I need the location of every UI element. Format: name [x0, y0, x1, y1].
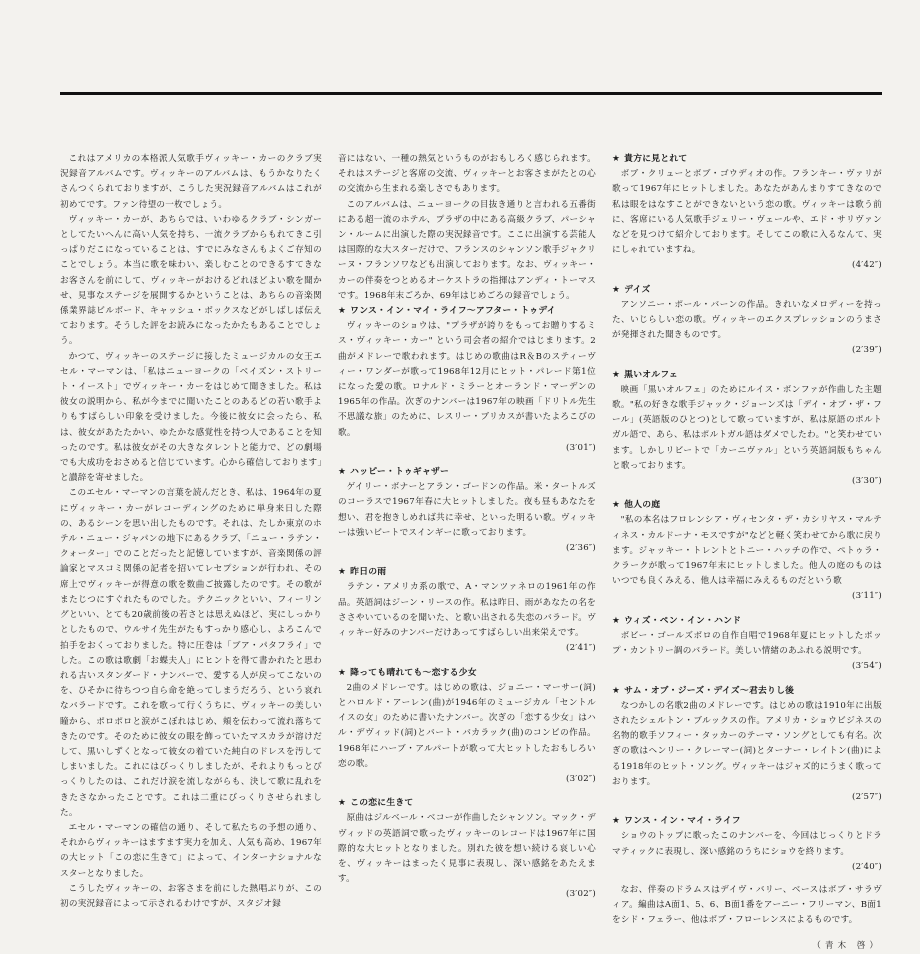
song-title	[612, 814, 882, 829]
paragraph: ヴィッキー・カーが、あちらでは、いわゆるクラブ・シンガーとしてたいへんに高い人気を持ち、一流クラブからもれてきこ引っぱりだこになっていることは、すでにみなさんもよくご存知のことでしょう。本当に歌を味わい、楽しむことのできるすてきなお客さんを前にして、ヴィッキーがおけるどれほどよい歌を聞かせ、見事なステージを展開するかということは、あちらの音楽関係業界誌ビルボード、キャッシュ・ボックスなどがしばしば伝えております。そうした評をお読みになったかたもあることでしょう。	[60, 214, 322, 347]
song-title	[338, 796, 596, 811]
star-icon: ★	[612, 816, 621, 827]
column-3	[612, 152, 882, 951]
song-title-text: ワンス・イン・マイ・ライフ	[624, 816, 741, 827]
star-icon: ★	[612, 615, 621, 626]
song-title-text: ウィズ・ペン・イン・ハンド	[624, 615, 742, 626]
song-duration: (3′11″)	[851, 591, 882, 602]
song-description: 2曲のメドレーです。はじめの歌は、ジョニー・マーサー(詞)とハロルド・アーレン(曲)が1946年のミュージカル「セントルイスの女」のために書いたナンバー。次ぎの「恋する少女」はハル・デヴィッド(詞)とバート・バカラック(曲)のコンビの作品。1968年にハーブ・アルパートが歌って大ヒットしたおもしろい恋の歌。	[338, 682, 596, 769]
song-title-text: 降っても晴れても〜恋する少女	[350, 667, 477, 678]
song-duration: (3′01″)	[565, 442, 596, 453]
song-title	[612, 684, 882, 699]
song-title-text: ワンス・イン・マイ・ライフ〜アフター・トゥデイ	[350, 306, 556, 317]
song-duration: (3′02″)	[565, 889, 596, 900]
paragraph: このエセル・マーマンの言葉を読んだとき、私は、1964年の夏にヴィッキー・カーがレコーディングのために単身来日した際の、あるシーンを思い出したものです。それは、たしか東京のホテル・ニュー・ジャパンの地下にあるクラブ、「ニュー・ラテン・クォーター」でのことだったと記憶していますが、音楽関係の評論家とマスコミ関係の記者を招いてレセプションが行われ、その席上でヴィッキーが得意の歌を数曲ご披露したのです。その歌がまたじつにすぐれたものでした。テクニックといい、フィーリングといい、とても20歳前後の若さとは思えぬほど、実にしっかりとしたもので、ウルサイ先生がたもすっかり感心し、よろこんで拍手をおくっておりました。特に圧巻は「ブア・パタフライ」でした。この歌は歌劇「お蝶夫人」にヒントを得て書かれたと思われる古いスタンダード・ナンバーで、愛する人が戻ってこないのを、ひそかに待ちつつ自ら命を絶ってしまうだろう、という哀れなバラードです。これを歌って行くうちに、ヴィッキーの美しい瞳から、ポロポロと涙がこぼれはじめ、頬を伝わって流れ落ちてきたのです。そのために彼女の眼を飾っていたマスカラが溶けだして、黒いしずくとなって彼女の着ていた純白のドレスを汚してしまいました。これにはびっくりしましたが、それよりもっとびっくりしたのは、これだけ涙を流しながらも、決して歌に乱れをきたさなかったことです。これは二重にびっくりさせられました。	[60, 488, 322, 818]
song-description: ラテン・アメリカ系の歌で、A・マンツァネロの1961年の作品。英語詞はジーン・リースの作。私は昨日、雨があなたの名をささやいているのを聞いた、と歌い出される失恋のバラード。ヴィッキー好みのナンバーだけあってすばらしい出来栄えです。	[338, 582, 596, 639]
paragraph: かつて、ヴィッキーのステージに接したミュージカルの女王エセル・マーマンは、「私はニューヨークの「ベイズン・ストリート・イースト」でヴィッキー・カーをはじめて聞きました。私は彼女の説明から、私が今までに聞いたことのあるどの若い歌手よりもすばらしい印象を受けました。今後に彼女に会ったら、私は、彼女があたたかい、ゆたかな感覚性を持つ人であることを知ったのです。私は彼女がその大きなタレントと能力で、どの劇場でも大成功をおさめると信じています。心から確信しております」と讃辞を寄せました。	[60, 351, 322, 484]
song-title-text: デイズ	[624, 284, 651, 295]
song-title	[338, 565, 596, 580]
song-title-text: 黒いオルフェ	[624, 369, 678, 380]
song-title	[338, 666, 596, 681]
paragraph: 音にはない、一種の熱気というものがおもしろく感じられます。それはステージと客席の交流、ヴィッキーとお客さまがたとの心の交流から生まれる楽しさでもあります。	[338, 154, 596, 195]
song-list	[338, 304, 596, 903]
song-duration: (3′54″)	[851, 661, 882, 672]
song-duration: (4′42″)	[851, 260, 882, 271]
song-description: ボビー・ゴールズボロの自作自唱で1968年夏にヒットしたポップ・カントリー調のバラード。美しい情緒のあふれる説明です。	[612, 630, 882, 657]
song-description: ボブ・クリューとボブ・ゴウディオの作。フランキー・ヴァリが歌って1967年にヒットしました。あなたがあんまりすてきなので私は眼をはなすことができないという恋の歌。ヴィッキーは歌う前に、客席にいる人気歌手ジェリー・ヴェールや、エド・サリヴァンなどを見つけて紹介しております。そしてこの歌に入るなんて、実にしゃれていますね。	[612, 169, 882, 256]
song-description: ショウのトップに歌ったこのナンバーを、今回はじっくりとドラマティックに表現し、深い感銘のうちにショウを終ります。	[612, 831, 882, 857]
star-icon: ★	[612, 154, 621, 164]
signature: （青木 啓）	[812, 940, 882, 951]
star-icon: ★	[338, 667, 347, 678]
star-icon: ★	[338, 798, 347, 809]
top-rule	[60, 92, 882, 95]
star-icon: ★	[612, 369, 621, 380]
column-1	[60, 152, 322, 909]
song-duration: (2′57″)	[851, 791, 882, 802]
paragraph: こうしたヴィッキーの、お客さまを前にした熱唱ぶりが、この初の実況録音によって示されるわけですが、スタジオ録	[60, 883, 322, 909]
song-title	[612, 283, 882, 298]
column-2	[338, 152, 596, 900]
star-icon: ★	[612, 685, 621, 696]
star-icon: ★	[338, 306, 347, 317]
song-title-text: サム・オブ・ジーズ・デイズ〜君去りし後	[624, 685, 795, 696]
song-description: なつかしの名歌2曲のメドレーです。はじめの歌は1910年に出版されたシェルトン・ブルックスの作。アメリカ・ショウビジネスの名物的歌手ソフィー・タッカーのテーマ・ソングとしても有名。次ぎの歌はヘンリー・クレーマー(詞)とターナー・レイトン(曲)による1918年のヒット・ソング。ヴィッキーはジャズ的にうまく歌っております。	[612, 700, 882, 787]
song-description: アンソニー・ポール・バーンの作品。きれいなメロディーを持った、いじらしい恋の歌。ヴィッキーのエクスプレッションのうまさが発揮された聞きものです。	[612, 299, 882, 341]
song-title	[338, 465, 596, 480]
paragraph: これはアメリカの本格派人気歌手ヴィッキー・カーのクラブ実況録音アルバムです。ヴィッキーのアルバムは、もうかなりたくさんつくられておりますが、こうした実況録音アルバムはこれが初めてです。ファン待望の一枚でしょう。	[60, 154, 322, 210]
song-description: 映画「黒いオルフェ」のためにルイス・ボンファが作曲した主題歌。"私の好きな歌手ジャック・ジョーンズは「デイ・オブ・ザ・フール」(英語版のひとつ)として歌っていますが、私は原語のポルトガル語で、あら、私はポルトガル語はダメでしたわ。"と笑わせています。しかしリビートで「カーニヴァル」という英語詞版もちゃんと歌っております。	[612, 384, 882, 471]
song-list	[612, 152, 882, 875]
song-title	[612, 368, 882, 383]
song-title-text: ハッピー・トゥギャザー	[350, 467, 450, 478]
song-description: ゲイリー・ボナーとアラン・ゴードンの作品。米・タートルズのコーラスで1967年春に大ヒットしました。夜も昼もあなたを想い、君を抱きしめれば共に幸せ、といった明るい歌。ヴィッキーは強いビートでスインギーに歌っております。	[338, 482, 596, 538]
song-title	[612, 498, 882, 513]
song-title-text: この恋に生きて	[350, 798, 414, 809]
song-title	[612, 152, 882, 167]
star-icon: ★	[612, 500, 621, 511]
song-title	[612, 614, 882, 629]
song-title-text: 他人の庭	[624, 500, 661, 511]
star-icon: ★	[338, 467, 347, 478]
song-title	[338, 304, 596, 319]
paragraph: エセル・マーマンの確信の通り、そして私たちの予想の通り、それからヴィッキーはますます実力を加え、人気も高め、1967年の大ヒット「この恋に生きて」によって、インターナショナルなスターとなりました。	[60, 822, 322, 879]
song-title-text: 昨日の雨	[350, 567, 387, 578]
song-description: ヴィッキーのショウは、"プラザが誇りをもってお贈りするミス・ヴィッキー・カー" という司会者の紹介ではじまります。2曲がメドレーで歌われます。はじめの歌曲はR＆Bのスティーヴィー・ワンダーが歌って1968年12月にヒット・パレード第1位になった愛の歌。ロナルド・ミラーとオーランド・マーデンの1965年の作品。次ぎのナンバーは1967年の映画「ドリトル先生不思議な旅」のために、レスリー・ブリカスが書いたよろこびの歌。	[338, 321, 596, 438]
note-paragraph: なお、伴奏のドラムスはデイヴ・バリー、ベースはボブ・サラヴィア。編曲はA面1、5、6、B面1番をアーニー・フリーマン、B面1をシド・フェラー、他はボブ・フローレンスによるものです。	[612, 884, 882, 926]
song-duration: (2′36″)	[565, 543, 596, 554]
star-icon: ★	[612, 284, 621, 295]
song-description: "私の本名はフロレンシア・ヴィセンタ・デ・カシリヤス・マルティネス・カルドーナ・モスですが"などと軽く笑わせてから歌に戻ります。ジャッキー・トレントとトニー・ハッチの作で、ペトゥラ・クラークが歌って1967年末にヒットしました。他人の庭のものはいつでも良くみえる、他人は幸福にみえるものだという歌	[612, 515, 882, 587]
song-title-text: 貴方に見とれて	[624, 154, 688, 164]
song-duration: (3′30″)	[851, 476, 882, 487]
song-duration: (2′40″)	[851, 861, 882, 872]
paragraph: このアルバムは、ニューヨークの目抜き通りと言われる五番街にある超一流のホテル、プラザの中にある高級クラブ、パーシャン・ルームに出演した際の実況録音です。ここに出演する芸能人は国際的な大スターだけで、フランスのシャンソン歌手ジャクリーヌ・フランソワなども出演しております。なお、ヴィッキー・カーの伴奏をつとめるオーケストラの指揮はアンディ・トーマスです。1968年末ごろか、69年はじめごろの録音でしょう。	[338, 199, 596, 301]
song-duration: (2′39″)	[851, 345, 882, 356]
song-duration: (2′41″)	[565, 643, 596, 654]
song-duration: (3′02″)	[565, 773, 596, 784]
star-icon: ★	[338, 567, 347, 578]
song-description: 原曲はジルベール・ベコーが作曲したシャンソン。マック・デヴィッドの英語詞で歌ったヴィッキーのレコードは1967年に国際的な大ヒットとなりました。別れた彼を想い続ける哀しい心を、ヴィッキーはまったく見事に表現し、深い感銘をあたえます。	[338, 813, 596, 885]
